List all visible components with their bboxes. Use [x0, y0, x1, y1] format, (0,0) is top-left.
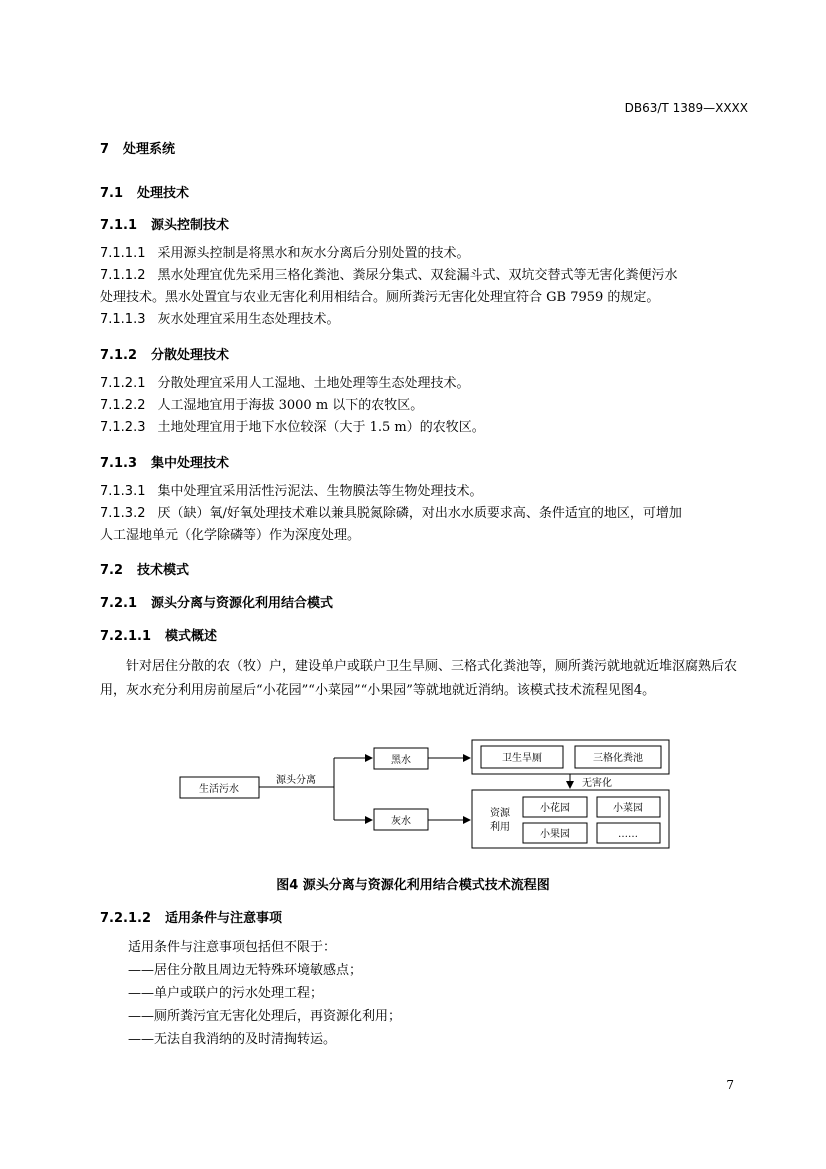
heading-7-2: 7.2 技术模式: [100, 563, 190, 578]
page-number: 7: [726, 1078, 734, 1092]
heading-7-1-3: 7.1.3 集中处理技术: [100, 456, 230, 471]
toilet-label: 卫生旱厕: [502, 753, 542, 764]
document-code: DB63/T 1389—XXXX: [624, 101, 748, 115]
clause-7-1-1-1: 7.1.1.1 采用源头控制是将黑水和灰水分离后分别处置的技术。: [100, 246, 470, 261]
list-item: ——无法自我消纳的及时清掏转运。: [128, 1032, 337, 1047]
list-item: ——居住分散且周边无特殊环境敏感点；: [128, 963, 363, 978]
heading-7-2-1: 7.2.1 源头分离与资源化利用结合模式: [100, 596, 334, 611]
overview-paragraph: 针对居住分散的农（牧）户，建设单户或联户卫生旱厕、三格式化粪池等，厕所粪污就地就近堆沤腐熟后农用，灰水充分利用房前屋后“小花园”“小菜园”“小果园”等就地就近消纳。该模式技术流程见图4。: [100, 659, 738, 698]
heading-7-2-1-2: 7.2.1.2 适用条件与注意事项: [100, 911, 283, 926]
harmless-label: 无害化: [582, 778, 612, 789]
septic-label: 三格化粪池: [593, 753, 643, 764]
grey-water-label: 灰水: [391, 816, 411, 827]
heading-7-2-1-1: 7.2.1.1 模式概述: [100, 629, 218, 644]
clause-7-1-2-3: 7.1.2.3 土地处理宜用于地下水位较深（大于 1.5 m）的农牧区。: [100, 420, 485, 435]
clause-7-1-2-2: 7.1.2.2 人工湿地宜用于海拔 3000 m 以下的农牧区。: [100, 398, 424, 413]
vegetable-label: 小菜园: [613, 803, 643, 814]
fruit-label: 小果园: [540, 829, 570, 840]
clause-7-1-2-1: 7.1.2.1 分散处理宜采用人工湿地、土地处理等生态处理技术。: [100, 376, 470, 391]
heading-7-1-2: 7.1.2 分散处理技术: [100, 348, 230, 363]
conditions-intro: 适用条件与注意事项包括但不限于：: [128, 940, 337, 955]
resource-group: [472, 790, 669, 848]
resource-label-2: 利用: [490, 822, 510, 833]
source-label: 生活污水: [199, 784, 239, 795]
list-item: ——单户或联户的污水处理工程；: [128, 986, 324, 1001]
black-water-label: 黑水: [391, 755, 411, 766]
conditions-list: [128, 936, 401, 1051]
clause-7-1-1-3: 7.1.1.3 灰水处理宜采用生态处理技术。: [100, 312, 340, 327]
flower-label: 小花园: [540, 803, 570, 814]
resource-label-1: 资源: [490, 808, 510, 819]
list-item: ——厕所粪污宜无害化处理后，再资源化利用；: [128, 1009, 402, 1024]
clause-7-1-1-2: 7.1.1.2 黑水处理宜优先采用三格化粪池、粪尿分集式、双瓮漏斗式、双坑交替式等无害化粪便污水 处理技术。黑水处置宜与农业无害化利用相结合。厕所粪污无害化处理宜符合 GB 7959 的规定。: [100, 268, 678, 305]
clause-7-1-3-1: 7.1.3.1 集中处理宜采用活性污泥法、生物膜法等生物处理技术。: [100, 484, 483, 499]
more-label: ……: [618, 829, 638, 840]
figure-caption: 图4 源头分离与资源化利用结合模式技术流程图: [276, 878, 550, 893]
heading-7-1-1: 7.1.1 源头控制技术: [100, 218, 230, 233]
heading-7: 7 处理系统: [100, 142, 176, 157]
separation-label: 源头分离: [276, 775, 316, 786]
heading-7-1: 7.1 处理技术: [100, 186, 190, 201]
clause-7-1-3-2: 7.1.3.2 厌（缺）氧/好氧处理技术难以兼具脱氮除磷，对出水水质要求高、条件适宜的地区，可增加 人工湿地单元（化学除磷等）作为深度处理。: [100, 506, 682, 543]
